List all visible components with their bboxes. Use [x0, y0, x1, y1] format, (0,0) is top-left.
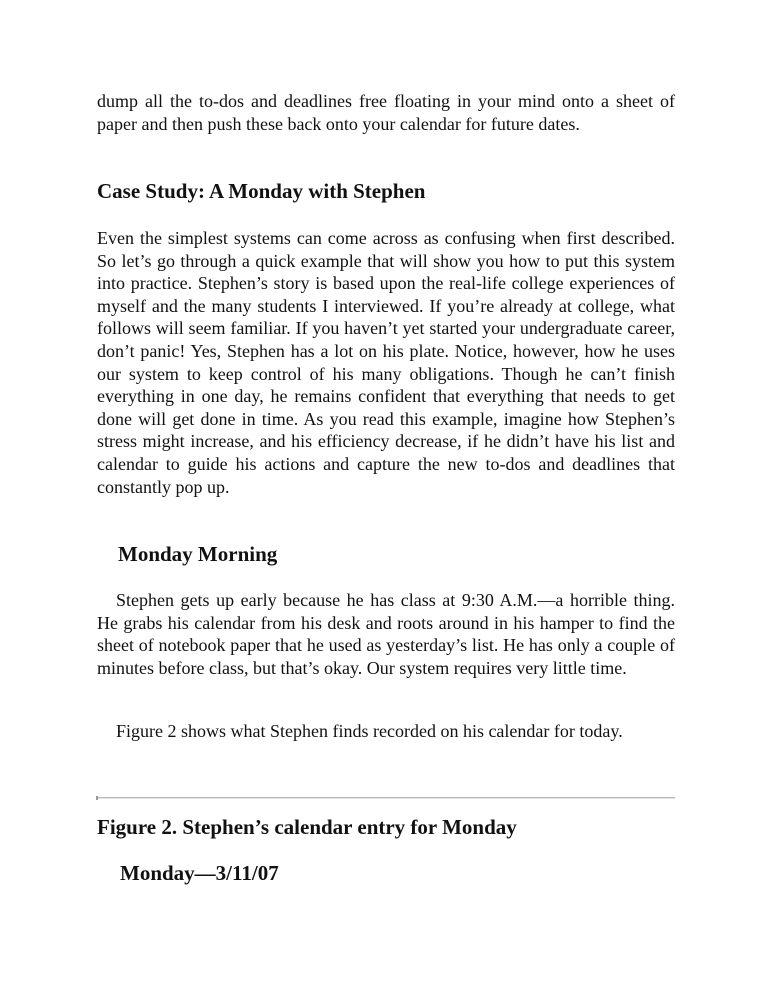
calendar-date-heading: Monday—3/11/07 [120, 861, 279, 885]
figure-caption: Figure 2. Stephen’s calendar entry for Monday [97, 815, 517, 839]
monday-morning-paragraph: Stephen gets up early because he has class at 9:30 A.M.—a horrible thing. He grabs his calendar from his desk and roots around in his hamper to find the sheet of notebook paper that he used as yesterday’s list. He has only a couple of minutes before class, but that’s okay. Our system requires very little time. [97, 590, 675, 678]
monday-morning-heading: Monday Morning [118, 542, 278, 566]
case-study-heading: Case Study: A Monday with Stephen [97, 179, 426, 203]
section-divider [97, 797, 675, 798]
figure-reference-paragraph: Figure 2 shows what Stephen finds recorded on his calendar for today. [116, 721, 623, 741]
intro-paragraph: dump all the to-dos and deadlines free floating in your mind onto a sheet of paper and then push these back onto your calendar for future dates. [97, 91, 675, 134]
case-study-paragraph: Even the simplest systems can come across as confusing when first described. So let’s go through a quick example that will show you how to put this system into practice. Stephen’s story is based upon the real-life college experiences of myself and the many students I interviewed. If you’re already at college, what follows will seem familiar. If you haven’t yet started your undergraduate career, don’t panic! Yes, Stephen has a lot on his plate. Notice, however, how he uses our system to keep control of his many obligations. Though he can’t finish everything in one day, he remains confident that everything that needs to get done will get done in time. As you read this example, imagine how Stephen’s stress might increase, and his efficiency decrease, if he didn’t have his list and calendar to guide his actions and capture the new to-dos and deadlines that constantly pop up. [97, 228, 675, 497]
